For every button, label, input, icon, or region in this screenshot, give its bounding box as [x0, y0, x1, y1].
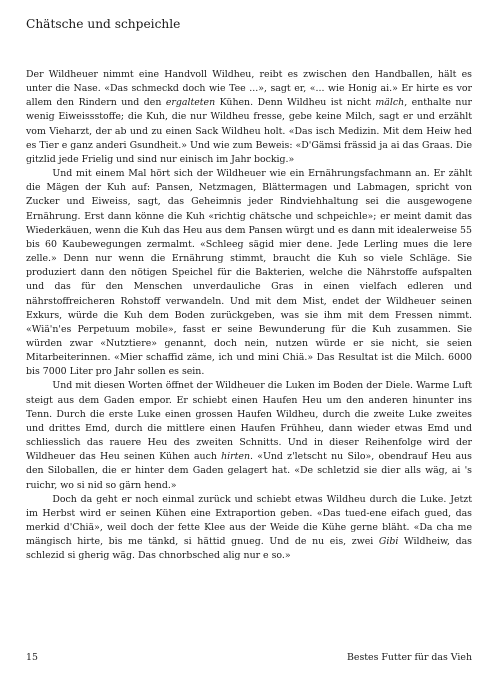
text-run: . «Und z'letscht nu Silo», obendrauf Heu aus den Siloballen, die er hinter dem Gaden gelagert hat. «De schletzid sie dier alls wäg, ai 's ruichr, wo si nid so gärn hend.»: [26, 451, 472, 491]
text-run: Und mit diesen Worten öffnet der Wildheuer die Luken im Boden der Diele. Warme Luft steigt aus dem Gaden empor. Er schiebt einen Haufen Heu um den anderen hinunter ins Tenn. Durch die erste Luke einen grossen Haufen Wildheu, durch die zweite Luke zweites und drittes Emd, durch die mittlere einen Haufen Frühheu, dann wieder etwas Emd und schliesslich das rauere Heu des zweiten Schnitts. Und in dieser Reihenfolge wird der Wildheuer das Heu seinen Kühen auch: [26, 380, 472, 463]
text-run: Und mit einem Mal hört sich der Wildheuer wie ein Ernährungsfachmann an. Er zählt die Mägen der Kuh auf: Pansen, Netzmagen, Blättermagen und Labmagen, spricht von Zucker und Eiweiss, sagt, das Geheimnis jeder Rindviehhaltung sei die ausgewogene Ernährung. Erst dann könne die Kuh «richtig chätsche und schpeichle»; er meint damit das Wiederkäuen, wenn die Kuh das Heu aus dem Pansen würgt und es dann mit idealerweise 55 bis 60 Kaubewegungen zermalmt. «Schleeg sägid mier dene. Jede Lerling mues die lere zelle.» Denn nur wenn die Ernährung stimmt, braucht die Kuh so viele Schläge. Sie produziert dann den nötigen Speichel für die Bakterien, welche die Nährstoffe aufspalten und das für den Menschen unverdauliche Gras in einen vielfach edleren und nährstoffreicheren Rohstoff verwandeln. Und mit dem Mist, endet der Wildheuer seinen Exkurs, würde die Kuh dem Boden zurückgeben, was sie ihm mit dem Fressen nimmt. «Wiä'n'es Perpetuum mobile», fasst er seine Bewunderung für die Kuh zusammen. Sie würden zwar «Nutztiere» genannt, doch nein, nutzen würde er sie nicht, sie seien Mitarbeiterinnen. «Mier schaffid zäme, ich und mini Chiä.» Das Resultat ist die Milch. 6000 bis 7000 Liter pro Jahr sollen es sein.: [26, 168, 472, 378]
text-run: Der Wildheuer nimmt eine Handvoll Wildheu, reibt es zwischen den Handballen, hält es unter die Nase. «Das schmeckd doch wie Tee ...», sagt er, «... wie Honig ai.» Er hirte es vor allem den Rindern und den: [26, 69, 472, 109]
paragraph: [26, 493, 472, 564]
text-run: , enthalte nur wenig Eiweissstoffe; die Kuh, die nur Wildheu fresse, gebe keine Milch, sagt er und erzählt vom Vieharzt, der ab und zu einen Sack Wildheu holt. «Das isch Medizin. Mit dem Heiw hed es Tier e ganz anderi Gsundheit.» Und wie zum Beweis: «D'Gämsi frässid ja ai das Graas. Die gitzlid jede Frielig und sind nur einisch im Jahr bockig.»: [26, 97, 472, 165]
paragraph: [26, 167, 472, 379]
text-run: Wildheiw, das schlezid si gherig wäg. Das chnorbsched alig nur e so.»: [26, 536, 472, 562]
emphasized-text: hirten: [221, 451, 251, 463]
text-run: Kühen. Denn Wildheu ist nicht: [215, 97, 376, 109]
page-number: 15: [26, 652, 38, 663]
chapter-header: Chätsche und schpeichle: [26, 17, 181, 31]
emphasized-text: ergalteten: [165, 97, 216, 109]
body-text: [26, 68, 472, 563]
running-title: Bestes Futter für das Vieh: [347, 652, 472, 663]
paragraph: [26, 379, 472, 492]
page-footer: [26, 652, 472, 663]
emphasized-text: Gibi: [378, 536, 399, 548]
paragraph: [26, 68, 472, 167]
emphasized-text: mälch: [375, 97, 405, 109]
text-run: Doch da geht er noch einmal zurück und schiebt etwas Wildheu durch die Luke. Jetzt im Herbst wird er seinen Kühen eine Extraportion geben. «Das tued-ene eifach gued, das merkid d'Chiä», weil doch der fette Klee aus der Weide die Kühe gerne bläht. «Da cha me mängisch hirte, bis me tänkd, si hättid gnueg. Und de nu eis, zwei: [26, 493, 472, 548]
